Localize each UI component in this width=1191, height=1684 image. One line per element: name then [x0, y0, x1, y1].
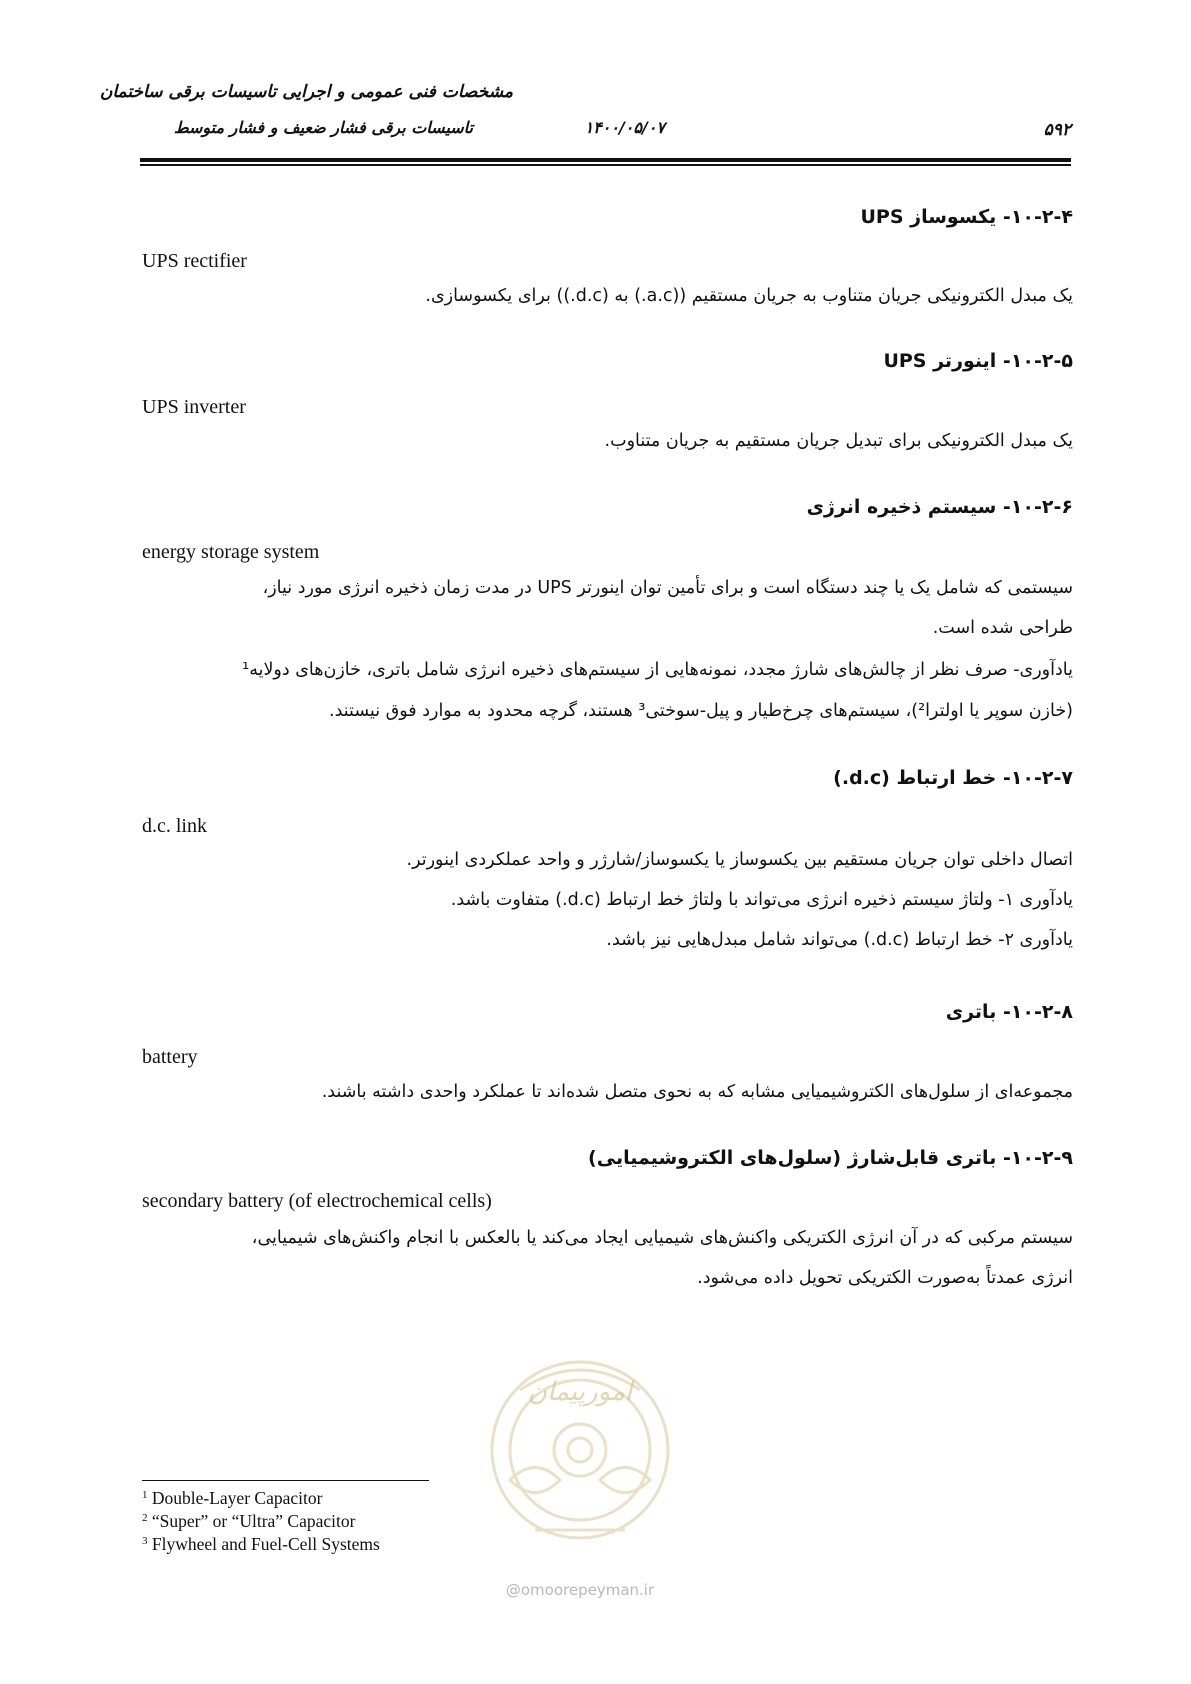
footnote-separator [142, 1480, 429, 1481]
footnote [142, 1488, 322, 1509]
book-title: مشخصات فنی عمومی و اجرایی تاسیسات برقی ساختمان [99, 82, 513, 102]
definition-line: انرژی عمدتاً به‌صورت الکتریکی تحویل داده می‌شود. [697, 1268, 1073, 1288]
term-en-energy-storage: energy storage system [142, 541, 320, 563]
section-heading-dc-link: ۱۰-۲-۷- خط ارتباط (d.c.) [833, 767, 1073, 789]
footnote [142, 1534, 380, 1555]
footnote-number: 3 [142, 1535, 148, 1547]
term-en-ups-rectifier: UPS rectifier [142, 250, 247, 272]
chapter-title: تاسیسات برقی فشار ضعیف و فشار متوسط [173, 118, 473, 137]
note-line: یادآوری- صرف نظر از چالش‌های شارژ مجدد، نمونه‌هایی از سیستم‌های ذخیره انرژی شامل باتری، خازن‌های دولایه¹ [242, 660, 1073, 680]
header-rule-thin [140, 164, 1071, 166]
footnote-number: 2 [142, 1512, 148, 1524]
definition-line: سیستم مرکبی که در آن انرژی الکتریکی واکنش‌های شیمیایی ایجاد می‌کند یا بالعکس با انجام واکنش‌های شیمیایی، [251, 1228, 1073, 1248]
watermark-url: @omoorepeyman.ir [505, 1581, 655, 1599]
definition-line: سیستمی که شامل یک یا چند دستگاه است و برای تأمین توان اینورتر UPS در مدت زمان ذخیره انرژی مورد نیاز، [262, 578, 1073, 598]
term-en-secondary-battery: secondary battery (of electrochemical cells) [142, 1190, 492, 1212]
definition-line: یک مبدل الکترونیکی برای تبدیل جریان مستقیم به جریان متناوب. [604, 431, 1073, 451]
watermark-seal [480, 1330, 680, 1610]
header-rule-thick [140, 158, 1071, 162]
footnote-text: Double-Layer Capacitor [151, 1488, 323, 1508]
term-en-battery: battery [142, 1046, 198, 1068]
note-line: یادآوری ۱- ولتاژ سیستم ذخیره انرژی می‌تواند با ولتاژ خط ارتباط (d.c.) متفاوت باشد. [450, 890, 1073, 910]
definition-line: مجموعه‌ای از سلول‌های الکتروشیمیایی مشابه که به نحوی متصل شده‌اند تا عملکرد واحدی داشته باشند. [321, 1082, 1073, 1102]
definition-line: اتصال داخلی توان جریان مستقیم بین یکسوساز یا یکسوساز/شارژر و واحد عملکردی اینورتر. [406, 850, 1073, 870]
note-line: یادآوری ۲- خط ارتباط (d.c.) می‌تواند شامل مبدل‌هایی نیز باشد. [606, 930, 1073, 950]
header-date: ۱۴۰۰/۰۵/۰۷ [584, 118, 665, 137]
section-heading-battery: ۱۰-۲-۸- باتری [945, 1001, 1073, 1023]
section-heading-energy-storage: ۱۰-۲-۶- سیستم ذخیره انرژی [806, 496, 1073, 518]
footnote [142, 1511, 355, 1532]
footnote-text: Flywheel and Fuel-Cell Systems [151, 1534, 380, 1554]
definition-line: طراحی شده است. [932, 618, 1073, 638]
term-en-ups-inverter: UPS inverter [142, 396, 246, 418]
section-heading-ups-rectifier: ۱۰-۲-۴- یکسوساز UPS [860, 206, 1073, 228]
page-number: ۵۹۲ [1043, 120, 1071, 140]
section-heading-ups-inverter: ۱۰-۲-۵- اینورتر UPS [883, 350, 1073, 372]
definition-line: یک مبدل الکترونیکی جریان متناوب به جریان مستقیم ((a.c.) به (d.c.)) برای یکسوسازی. [425, 286, 1073, 306]
footnote-text: “Super” or “Ultra” Capacitor [151, 1511, 356, 1531]
term-en-dc-link: d.c. link [142, 815, 207, 837]
note-line: (خازن سوپر یا اولترا²)، سیستم‌های چرخ‌طیار و پیل-سوختی³ هستند، گرچه محدود به موارد فوق نیستند. [329, 701, 1073, 721]
section-heading-secondary-battery: ۱۰-۲-۹- باتری قابل‌شارژ (سلول‌های الکتروشیمیایی) [588, 1147, 1073, 1169]
footnote-number: 1 [142, 1489, 148, 1501]
watermark-logotype: امورپیمان [527, 1377, 633, 1407]
